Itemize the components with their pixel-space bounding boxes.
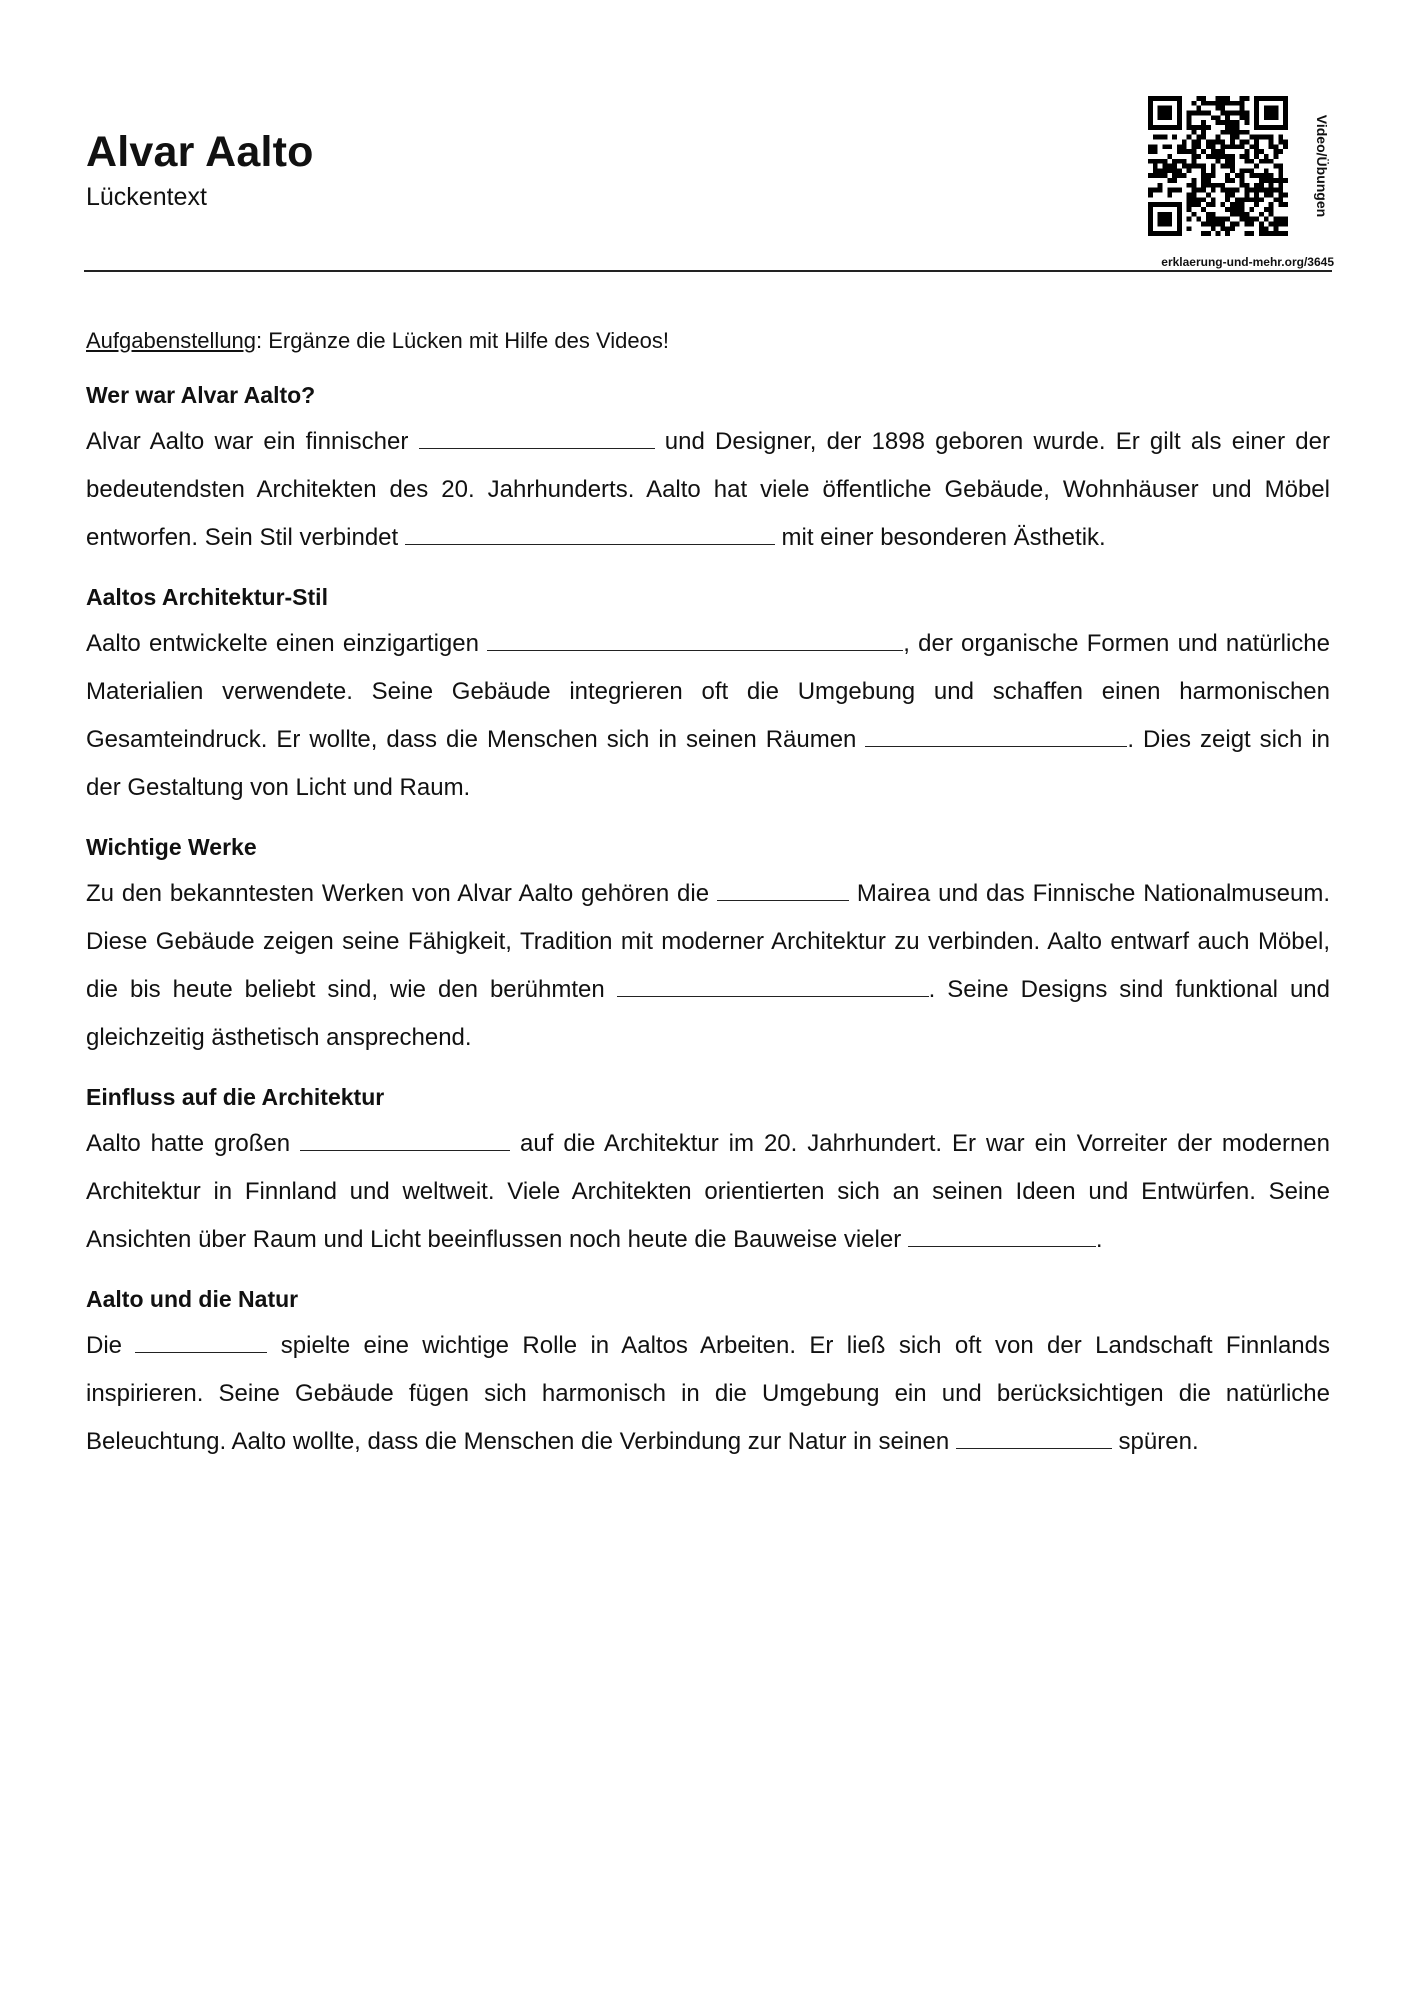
text-part: . Seine Designs sind funktional und gleichzeitig ästhetisch ansprechend.: [86, 976, 1330, 1051]
source-url[interactable]: erklaerung-und-mehr.org/3645: [1161, 255, 1334, 269]
header-divider: [84, 270, 1332, 272]
text-part: spielte eine wichtige Rolle in Aaltos Arbeiten. Er ließ sich oft von der Landschaft Finnlands inspirieren. Seine Gebäude fügen sich harmonisch in die Umgebung ein und berücksichtigen die natürliche Beleuchtung. Aalto wollte, dass die Menschen die Verbindung zur Natur in seinen: [86, 1332, 1330, 1455]
page-subtitle: Lückentext: [86, 183, 207, 211]
text-part: Aalto hatte großen: [86, 1130, 301, 1157]
blank-gap[interactable]: [865, 722, 1127, 747]
text-part: . Dies zeigt sich in der Gestaltung von Licht und Raum.: [86, 726, 1331, 801]
section-heading: Wichtige Werke: [86, 834, 257, 860]
content: [86, 324, 1330, 1484]
video-exercises-label: Video/Übungen: [1314, 114, 1330, 218]
text-part: und Designer, der 1898 geboren wurde. Er gilt als einer der bedeutendsten Architekten des 20. Jahrhunderts. Aalto hat viele öffentliche Gebäude, Wohnhäuser und Möbel entworfen. Sein Stil verbindet: [86, 428, 1330, 551]
section-text: [86, 620, 1330, 812]
text-part: Die: [86, 1332, 136, 1359]
task-text: : Ergänze die Lücken mit Hilfe des Videos!: [256, 328, 669, 353]
section-text: [86, 1120, 1330, 1264]
blank-gap[interactable]: [717, 876, 849, 901]
text-part: Zu den bekanntesten Werken von Alvar Aalto gehören die: [86, 880, 717, 907]
page-title: Alvar Aalto: [86, 128, 314, 176]
qr-code-icon[interactable]: [1148, 96, 1288, 236]
text-part: mit einer besonderen Ästhetik.: [774, 524, 1106, 551]
blank-gap[interactable]: [956, 1424, 1112, 1449]
text-part: spüren.: [1111, 1428, 1199, 1455]
blank-gap[interactable]: [135, 1328, 267, 1353]
text-part: Mairea und das Finnische Nationalmuseum. Diese Gebäude zeigen seine Fähigkeit, Tradition mit moderner Architektur zu verbinden. Aalto entwarf auch Möbel, die bis heute beliebt sind, wie den berühmten: [86, 880, 1331, 1003]
section-heading: Aaltos Architektur-Stil: [86, 584, 328, 610]
task-instruction: [86, 324, 1330, 358]
section-heading: Einfluss auf die Architektur: [86, 1084, 385, 1110]
section-heading: Aalto und die Natur: [86, 1286, 299, 1312]
text-part: .: [1095, 1226, 1103, 1253]
section-text: [86, 418, 1330, 562]
text-part: auf die Architektur im 20. Jahrhundert. Er war ein Vorreiter der modernen Architektur in Finnland und weltweit. Viele Architekten orientierten sich an seinen Ideen und Entwürfen. Seine Ansichten über Raum und Licht beeinflussen noch heute die Bauweise vieler: [86, 1130, 1330, 1253]
text-part: Alvar Aalto war ein finnischer: [86, 428, 419, 455]
blank-gap[interactable]: [405, 520, 775, 545]
blank-gap[interactable]: [908, 1222, 1096, 1247]
section-text: [86, 870, 1330, 1062]
blank-gap[interactable]: [300, 1126, 510, 1151]
task-label: Aufgabenstellung: [86, 328, 257, 353]
section-text: [86, 1322, 1330, 1466]
section-heading: Wer war Alvar Aalto?: [86, 382, 316, 408]
blank-gap[interactable]: [617, 972, 929, 997]
text-part: Aalto entwickelte einen einzigartigen: [86, 630, 488, 657]
blank-gap[interactable]: [487, 626, 903, 651]
text-part: , der organische Formen und natürliche Materialien verwendete. Seine Gebäude integrieren oft die Umgebung und schaffen einen harmonischen Gesamteindruck. Er wollte, dass die Menschen sich in seinen Räumen: [86, 630, 1330, 753]
blank-gap[interactable]: [419, 424, 655, 449]
